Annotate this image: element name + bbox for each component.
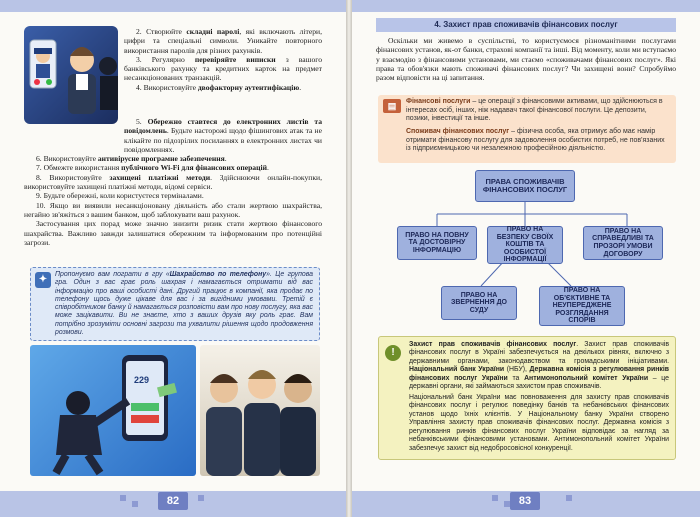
right-info: ПРАВО НА ПОВНУ ТА ДОСТОВІРНУ ІНФОРМАЦІЮ <box>397 226 477 260</box>
page-number: 82 <box>158 492 188 510</box>
tips-list <box>124 27 322 92</box>
tip-7: 7. Обмежте використання публічного Wi-Fi для фінансових операцій. <box>36 163 269 173</box>
right-safety: ПРАВО НА БЕЗПЕКУ СВОЇХ КОШТІВ ТА ОСОБИСТОЇ ІНФОРМАЦІЇ <box>487 226 563 264</box>
info-icon: ! <box>385 345 401 361</box>
decor-pixel <box>198 495 204 501</box>
right-court: ПРАВО НА ЗВЕРНЕННЯ ДО СУДУ <box>441 286 517 320</box>
summary-paragraph: Застосування цих порад може значно знизити ризик стати жертвою фінансового шахрайства. Важливо завжди залишатися обережним та інформованим про потенційні загрози. <box>24 219 322 247</box>
tip-10: 10. Якщо ви виявили несанкціоновану діяльність або стали жертвою шахрайства, негайно зв'яжіться з вашим банком, щоб заблокувати ваш рахунок. <box>24 200 323 219</box>
game-box <box>30 267 320 341</box>
top-strip <box>0 0 346 12</box>
hero-illustration <box>24 26 118 124</box>
tip-6: 6. Використовуйте антивірусне програмне забезпечення. <box>36 154 227 164</box>
section-title: 4. Захист прав споживачів фінансових послуг <box>376 18 676 32</box>
decor-pixel <box>120 495 126 501</box>
tip-3: 3. Регулярно перевіряйте виписки з вашого банківського рахунку та кредитних карток на предмет несанкціонованих транзакцій. <box>124 54 322 83</box>
tip-9: 9. Будьте обережні, коли користуєтеся терміналами. <box>36 191 204 201</box>
definition-financial-services: Фінансові послуги – це операції з фінансовими активами, що здійснюються в інтересах осіб, інших, ніж надавач такої фінансової послуги. Це депозити, позики, інвестиції та інше. <box>406 98 663 123</box>
tips-list-cont <box>24 117 322 247</box>
scam-call-icon <box>24 26 118 124</box>
info-paragraph-2: Національний банк України має повноваження для захисту прав споживачів фінансових послуг і регулює поведінку банків та небанківських фінансових установ щодо їхніх клієнтів. У Національному банку України створено Управління захисту прав споживачів фінансових послуг. Державна комісія з регулювання ринків фінансових послуг України відповідає за нагляд за небанківськими фінансовими установами. Антимонопольний комітет України забезпечує захист від недобросовісної конкуренції. <box>409 394 669 452</box>
game-text: Пропонуємо вам пограти в гру «Шахрайство по телефону». Це групова гра. Один з вас грає роль шахрая і намагається отримати від вас інформацію про ваші особисті дані. Другий працює в компанії, яка продає по телефону щось дуже цікаве для вас і за вигідними умовами. Третій є співробітником банку й намагається розповісти вам про нову послугу, яка вас може зацікавити. Ви не знаєте, хто з ваших друзів яку роль грає. Вам потрібно зрозуміти основні загрози та ухвалити рішення щодо продовження розмови. <box>55 271 313 337</box>
right-contract: ПРАВО НА СПРАВЕДЛИВІ ТА ПРОЗОРІ УМОВИ ДОГОВОРУ <box>583 226 663 260</box>
decor-pixel <box>492 495 498 501</box>
rights-diagram <box>395 168 665 328</box>
hacker-phone-illustration <box>30 345 196 476</box>
definitions-box <box>378 95 676 163</box>
page-number: 83 <box>510 492 540 510</box>
left-page <box>0 0 346 517</box>
illustrations <box>30 345 320 476</box>
tip-4: 4. Використовуйте двофакторну аутентифікацію. <box>136 82 302 92</box>
decor-pixel <box>566 495 572 501</box>
info-paragraph-1: Захист прав споживачів фінансових послуг. Захист прав споживачів фінансових послуг в Україні забезпечується на декількох рівнях, включно з державними органами, законодавством та громадськими ініціативами. Національний банк України (НБУ), Державна комісія з регулювання ринків фінансових послуг України та Антимонопольний комітет України – це державні органи, які займаються захистом прав споживачів. <box>409 341 669 391</box>
tip-2: 2. Створюйте складні паролі, які включають літери, цифри та спеціальні символи. Уникайте повторного використання паролів для різних рахунків. <box>124 27 322 55</box>
info-box <box>378 336 676 460</box>
phone-balance: 229 <box>134 375 150 385</box>
tip-8: 8. Використовуйте захищені платіжні методи. Здійснюючи онлайн-покупки, використовуйте захищені платіжні методи, відомі сервіси. <box>24 172 323 192</box>
definition-consumer: Споживач фінансових послуг – фізична особа, яка отримує або має намір отримати фінансову послугу для задоволення особистих потреб, не пов'язаних із підприємницькою чи незалежною професійною діяльністю. <box>406 128 665 153</box>
puzzle-icon: ✦ <box>35 272 51 288</box>
students-photo <box>200 345 320 476</box>
tip-5: 5. Обережно ставтеся до електронних листів та повідомлень. Будьте насторожі щодо фішингових атак та не клікайте по підозрілих посиланнях в електронних листах чи повідомленнях. <box>124 117 323 154</box>
decor-pixel <box>132 501 138 507</box>
book-icon: ▤ <box>383 99 401 113</box>
diagram-center: ПРАВА СПОЖИВАЧІВ ФІНАНСОВИХ ПОСЛУГ <box>475 170 575 202</box>
intro-paragraph: Оскільки ми живемо в суспільстві, то користуємося різноманітними послугами фінансових установ, як-от банки, страхові компанії та інші. Від моменту, коли ми вступаємо у взаємодію з фінансовими установами, ми стаємо «споживачами фінансових послуг». Які права та обов'язки мають споживачі фінансових послуг? Чи захищені вони? Спробуймо разом відповісти на ці запитання. <box>376 36 676 83</box>
top-strip <box>352 0 700 12</box>
right-dispute: ПРАВО НА ОБ'ЄКТИВНЕ ТА НЕУПЕРЕДЖЕНЕ РОЗГЛЯДАННЯ СПОРІВ <box>539 286 625 326</box>
